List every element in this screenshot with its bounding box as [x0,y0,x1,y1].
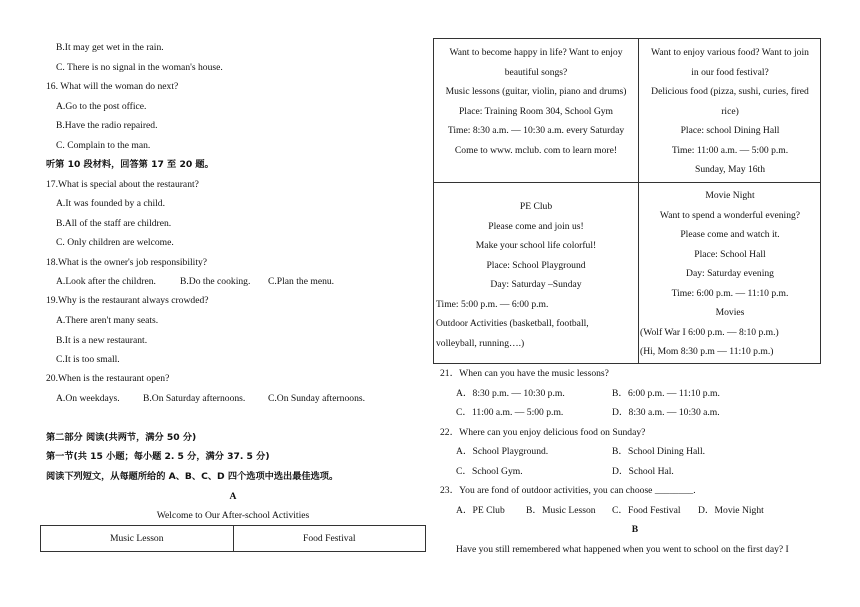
table-header-food: Food Festival [233,526,426,551]
music-line: Music lessons (guitar, violin, piano and drums) [445,86,627,97]
movie-line: Movies [715,307,745,318]
food-line: Place: school Dining Hall [680,125,780,136]
food-line: Want to enjoy various food? Want to join [651,47,809,58]
food-festival-cell [640,43,820,180]
option-16c: C. Complain to the man. [56,140,151,151]
passage-b-text: Have you still remembered what happened when you went to school on the first day? I [456,544,789,555]
passage-a-title: Welcome to Our After-school Activities [156,510,310,521]
movie-line: Please come and watch it. [680,229,780,240]
option-21a: A．8:30 p.m. — 10:30 p.m. [456,388,565,399]
option-22d: D．School Hal. [612,466,674,477]
activities-table [40,525,426,552]
option-17b: B.All of the staff are children. [56,218,172,229]
option-22a: A．School Playground. [456,446,549,457]
option-21c: C．11:00 a.m. — 5:00 p.m. [456,407,564,418]
activities-grid [433,38,821,364]
pe-line: Make your school life colorful! [475,240,597,251]
option-19c: C.It is too small. [56,354,120,365]
pe-line: volleyball, running….) [436,337,525,349]
option-23b: B．Music Lesson [526,505,596,516]
table-header-music: Music Lesson [109,533,164,544]
movie-line: (Hi, Mom 8:30 p.m — 11:10 p.m.) [640,346,774,357]
option-18c: C.Plan the menu. [268,276,335,287]
music-lesson-cell [436,43,636,160]
option-19a: A.There aren't many seats. [56,315,159,326]
option-20b: B.On Saturday afternoons. [143,393,246,404]
option-22b: B．School Dining Hall. [612,446,706,457]
option-15b: B.It may get wet in the rain. [56,42,164,53]
movie-line: Time: 6:00 p.m. — 11:10 p.m. [671,287,789,299]
music-line: Want to become happy in life? Want to enjoy [449,47,623,58]
food-line: Time: 11:00 a.m. — 5:00 p.m. [671,144,789,156]
movie-line: Movie Night [705,190,755,201]
movie-line: (Wolf War I 6:00 p.m. — 8:10 p.m.) [640,326,779,338]
pe-club-cell [436,197,636,353]
passage-label-a: A [229,491,237,502]
pe-line: Outdoor Activities (basketball, football, [436,318,589,329]
grid-divider-horizontal [434,182,820,183]
question-21: 21．When can you have the music lessons? [440,368,609,379]
movie-night-cell [640,186,820,362]
option-21d: D．8:30 a.m. — 10:30 a.m. [612,407,720,418]
question-20: 20.When is the restaurant open? [46,373,170,384]
question-19: 19.Why is the restaurant always crowded? [46,295,209,306]
option-22c: C．School Gym. [456,466,523,477]
pe-line: Please come and join us! [488,220,584,232]
music-line: Come to www. mclub. com to learn more! [454,144,618,156]
food-line: in our food festival? [691,66,769,78]
option-23c: C．Food Festival [612,505,681,516]
pe-line: Time: 5:00 p.m. — 6:00 p.m. [436,298,549,310]
music-line: beautiful songs? [504,66,568,78]
food-line: Delicious food (pizza, sushi, curies, fired [651,86,809,97]
question-17: 17.What is special about the restaurant? [46,179,199,190]
pe-line: Day: Saturday –Sunday [490,279,582,290]
movie-line: Day: Saturday evening [686,268,774,279]
section-heading-10: 听第 10 段材料，回答第 17 至 20 题。 [46,159,214,170]
option-23a: A．PE Club [456,505,505,516]
section-one-heading: 第一节(共 15 小题；每小题 2. 5 分，满分 37. 5 分) [46,451,270,462]
option-18a: A.Look after the children. [56,276,156,287]
option-19b: B.It is a new restaurant. [56,335,148,346]
option-17a: A.It was founded by a child. [56,198,165,209]
option-17c: C. Only children are welcome. [56,237,174,248]
passage-label-b: B [631,524,639,535]
movie-line: Want to spend a wonderful evening? [659,209,801,221]
option-18b: B.Do the cooking. [180,276,251,287]
option-16b: B.Have the radio repaired. [56,120,158,131]
music-line: Place: Training Room 304, School Gym [458,105,614,117]
question-16: 16. What will the woman do next? [46,81,179,92]
pe-line: PE Club [519,201,553,212]
part-two-heading: 第二部分 阅读(共两节，满分 50 分) [46,432,197,443]
question-23: 23．You are fond of outdoor activities, you can choose ________. [440,485,696,496]
music-line: Time: 8:30 a.m. — 10:30 a.m. every Saturday [447,125,625,136]
question-18: 18.What is the owner's job responsibility? [46,257,208,268]
pe-line: Place: School Playground [486,259,586,271]
option-23d: D．Movie Night [698,505,764,516]
food-line: rice) [721,105,739,117]
food-line: Sunday, May 16th [695,164,765,175]
reading-instructions: 阅读下列短文，从每题所给的 A、B、C、D 四个选项中选出最佳选项。 [46,471,339,482]
option-21b: B．6:00 p.m. — 11:10 p.m. [612,388,720,399]
option-16a: A.Go to the post office. [56,101,147,112]
option-15c: C. There is no signal in the woman's house. [56,62,223,73]
question-22: 22．Where can you enjoy delicious food on Sunday? [440,427,646,438]
movie-line: Place: School Hall [694,248,766,260]
option-20c: C.On Sunday afternoons. [268,393,365,404]
option-20a: A.On weekdays. [56,393,120,404]
grid-divider-vertical [638,39,639,363]
